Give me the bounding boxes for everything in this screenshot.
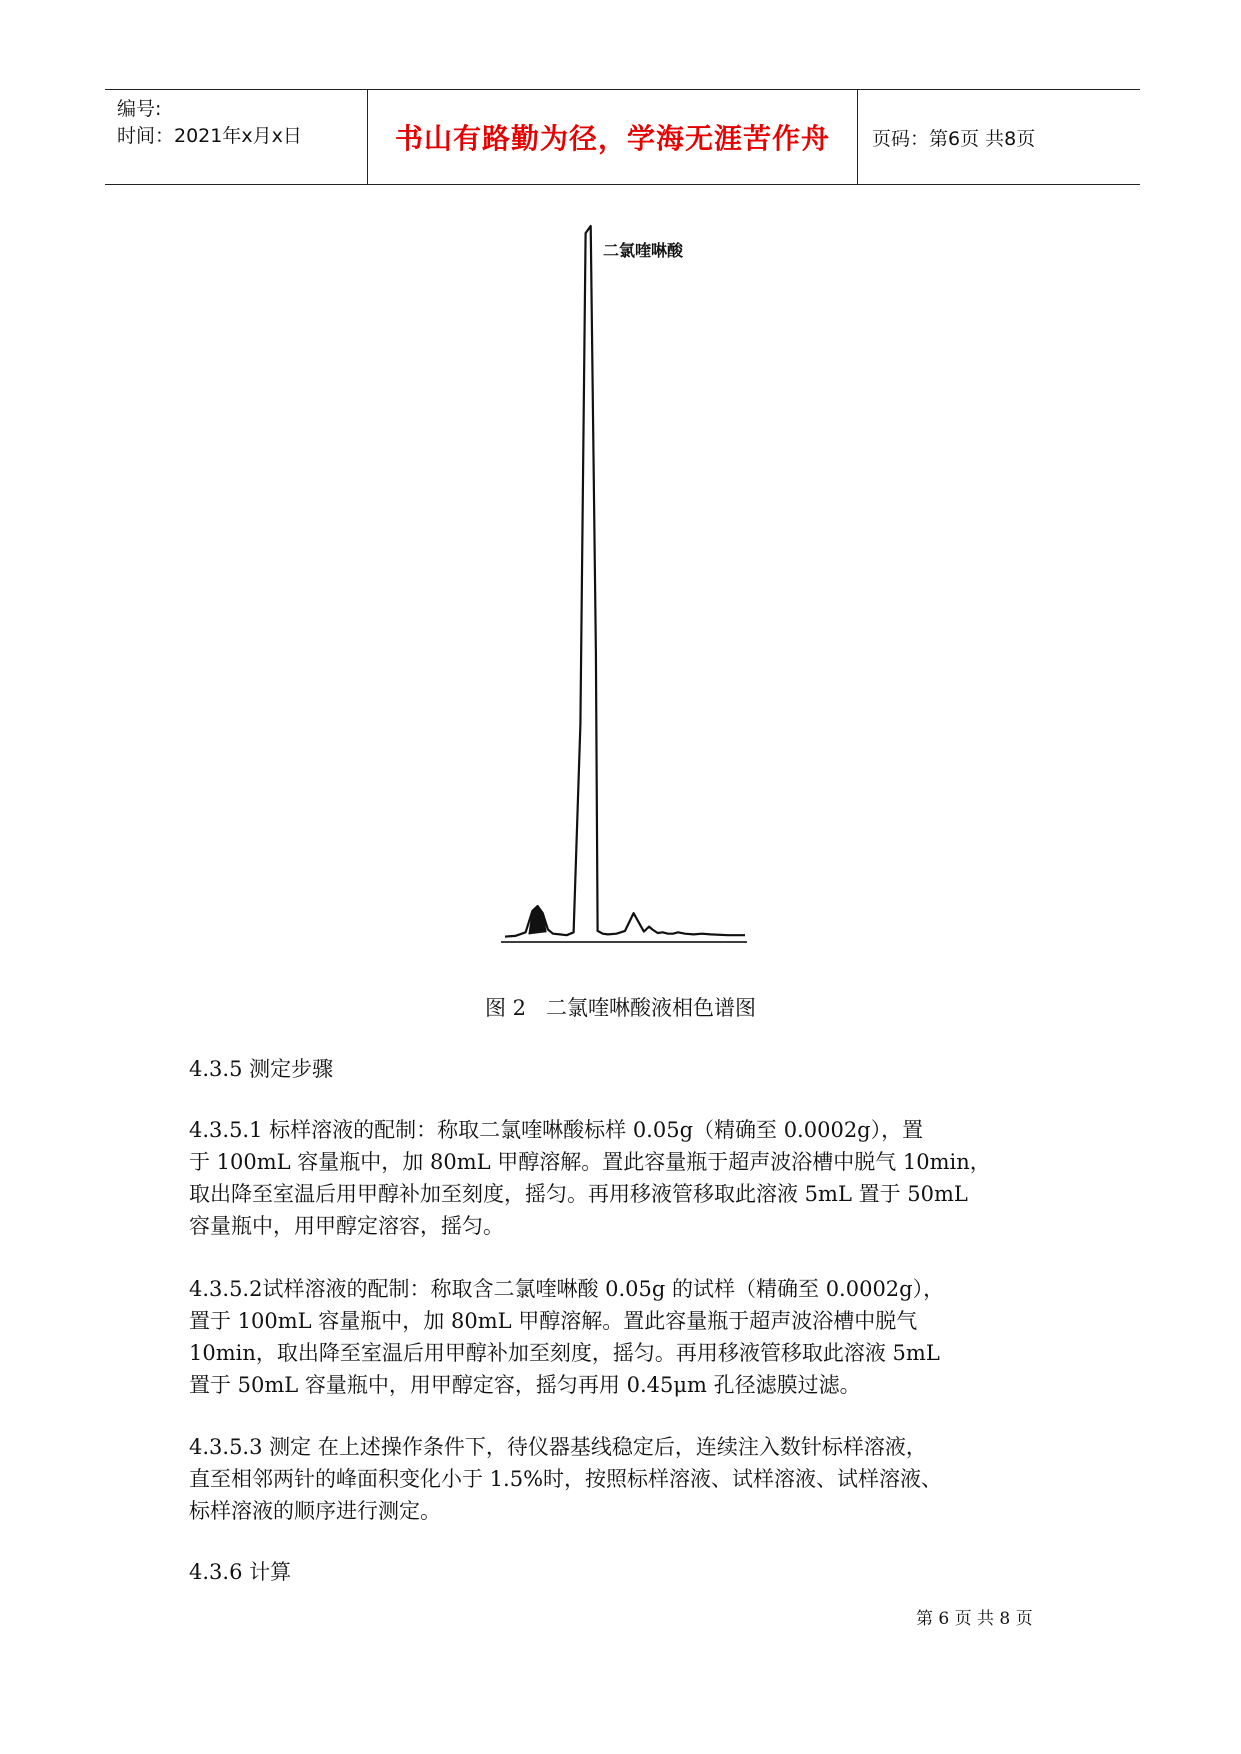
text-line: 4.3.5.1 标样溶液的配制：称取二氯喹啉酸标样 0.05g（精确至 0.0002g），置 [189,1118,924,1142]
text-line: 容量瓶中，用甲醇定溶容，摇匀。 [189,1214,504,1238]
peak-label: 二氯喹啉酸 [603,241,684,260]
chromatogram-trace [505,226,745,937]
header-motto: 书山有路勤为径，学海无涯苦作舟 [394,122,830,155]
header-motto-cell [368,90,858,184]
text-line: 于 100mL 容量瓶中，加 80mL 甲醇溶解。置此容量瓶于超声波浴槽中脱气 10min， [189,1150,991,1174]
page-footer: 第 6 页 共 8 页 [916,1609,1033,1629]
text-line: 直至相邻两针的峰面积变化小于 1.5%时，按照标样溶液、试样溶液、试样溶液、 [189,1467,943,1491]
text-line: 10min，取出降至室温后用甲醇补加至刻度，摇匀。再用移液管移取此溶液 5mL [189,1341,940,1365]
section-4-3-5-2 [189,1273,1069,1401]
section-4-3-5-3 [189,1431,1069,1527]
document-number-label: 编号: [117,98,162,120]
text-line: 4.3.5.3 测定 在上述操作条件下，待仪器基线稳定后，连续注入数针标样溶液， [189,1435,927,1459]
page-header [105,89,1140,185]
text-line: 4.3.5.2试样溶液的配制：称取含二氯喹啉酸 0.05g 的试样（精确至 0.0002g）， [189,1277,945,1301]
section-4-3-6-heading [189,1556,1069,1588]
text-line: 4.3.5 测定步骤 [189,1057,334,1081]
text-line: 标样溶液的顺序进行测定。 [189,1499,441,1523]
text-line: 4.3.6 计算 [189,1560,292,1584]
figure-caption: 图 2 二氯喹啉酸液相色谱图 [484,996,757,1020]
text-line: 取出降至室温后用甲醇补加至刻度，摇匀。再用移液管移取此溶液 5mL 置于 50mL [189,1182,968,1206]
text-line: 置于 100mL 容量瓶中，加 80mL 甲醇溶解。置此容量瓶于超声波浴槽中脱气 [189,1309,918,1333]
header-page-cell [858,90,1140,184]
section-4-3-5-heading [189,1053,1069,1085]
section-4-3-5-1 [189,1114,1069,1242]
document-time-label: 时间：2021年x月x日 [117,125,302,147]
header-left-cell [105,90,368,184]
text-line: 置于 50mL 容量瓶中，用甲醇定容，摇匀再用 0.45μm 孔径滤膜过滤。 [189,1373,861,1397]
chromatogram-chart [495,218,760,948]
header-page-label: 页码：第6页 共8页 [872,127,1036,150]
